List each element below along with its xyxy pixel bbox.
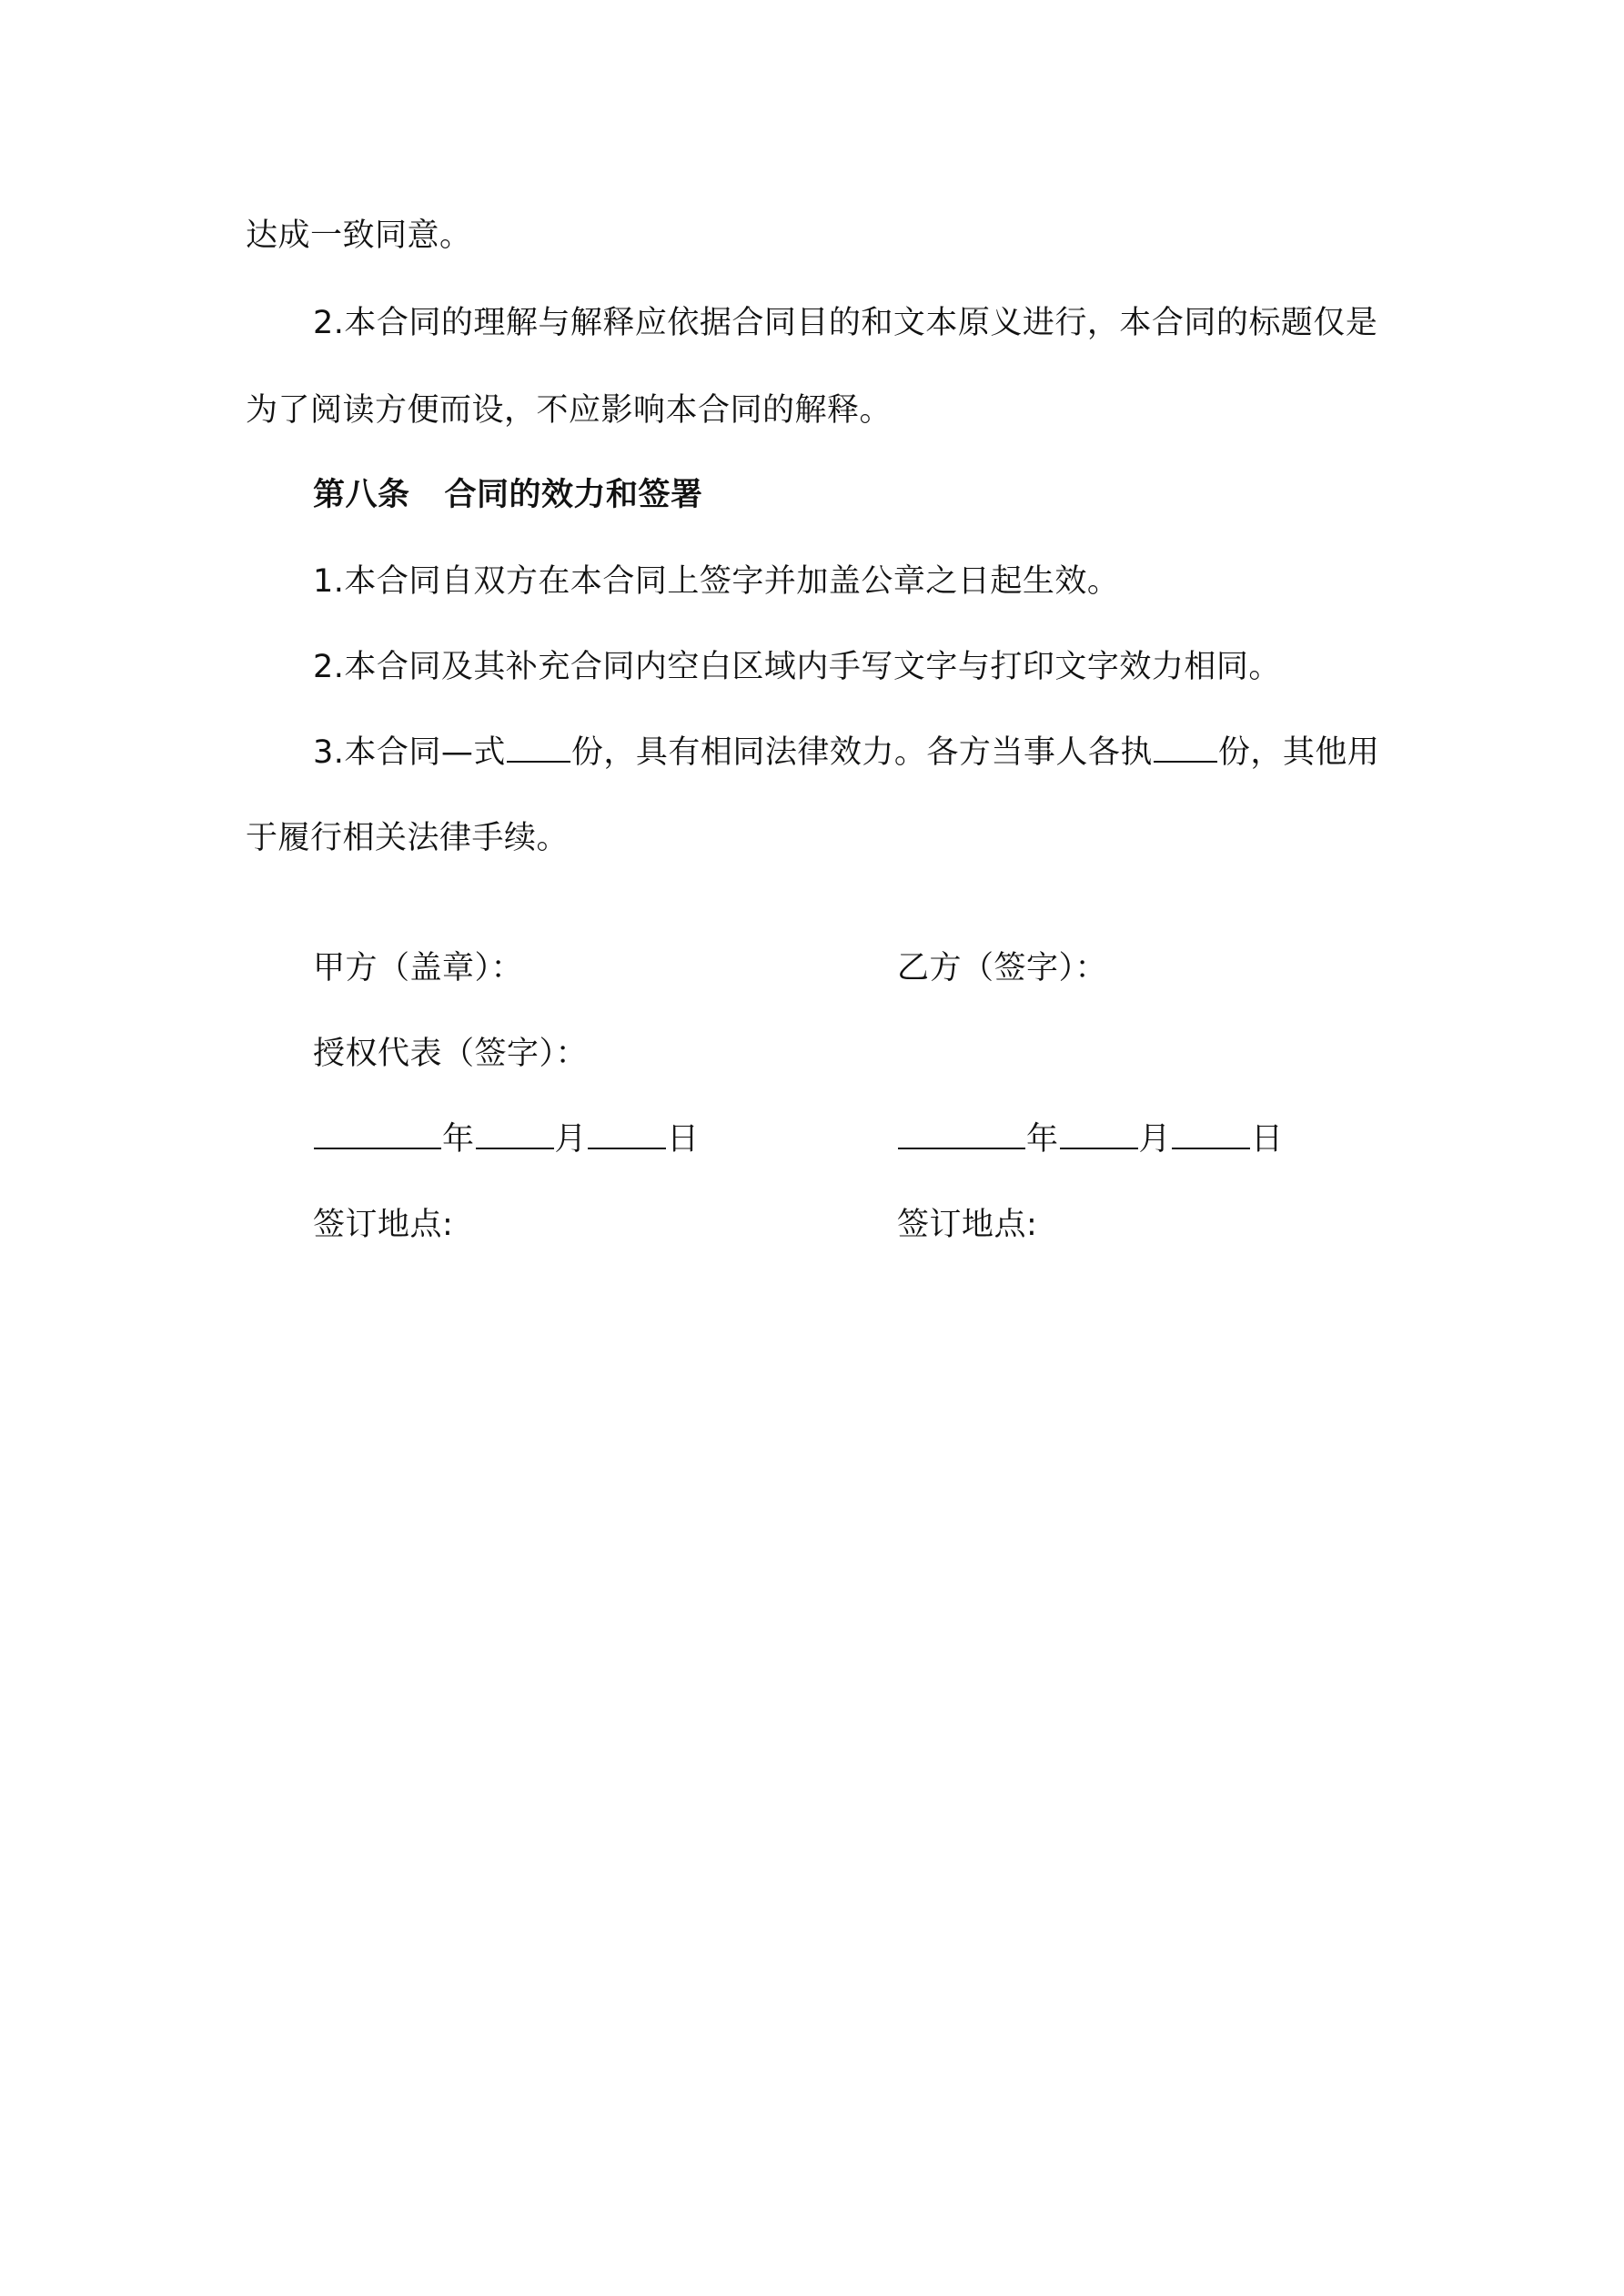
- effect-clause-1: 1.本合同自双方在本合同上签字并加盖公章之日起生效。: [313, 563, 1120, 600]
- party-b-label: 乙方（签字）：: [897, 950, 1108, 986]
- party-b-date: [897, 1119, 1284, 1159]
- clause-3-part-3: 份，其他用: [1217, 734, 1380, 771]
- party-a-date: [313, 1119, 700, 1159]
- paragraph-continuation: 达成一致同意。: [246, 217, 472, 254]
- article-8-title: 合同的效力和签署: [444, 477, 703, 513]
- party-a-place-label: 签订地点:: [313, 1207, 454, 1243]
- party-a-label: 甲方（盖章）：: [313, 950, 524, 986]
- party-b-month-label: 月: [1138, 1121, 1172, 1158]
- copies-each-blank: [1154, 733, 1217, 763]
- party-a-month-label: 月: [554, 1121, 588, 1158]
- interpretation-clause-line-1: 2.本合同的理解与解释应依据合同目的和文本原义进行，本合同的标题仅是: [313, 305, 1378, 341]
- effect-clause-2: 2.本合同及其补充合同内空白区域内手写文字与打印文字效力相同。: [313, 649, 1281, 685]
- party-b-year-blank: [898, 1120, 1025, 1149]
- clause-3-part-2: 份，具有相同法律效力。各方当事人各执: [570, 734, 1153, 771]
- party-b-month-blank: [1060, 1120, 1138, 1149]
- party-b-day-label: 日: [1251, 1121, 1284, 1158]
- party-a-month-blank: [476, 1120, 554, 1149]
- article-8-number: 第八条: [313, 477, 410, 513]
- effect-clause-3-line-2: 于履行相关法律手续。: [246, 820, 570, 856]
- party-a-day-label: 日: [667, 1121, 700, 1158]
- party-b-year-label: 年: [1026, 1121, 1059, 1158]
- party-a-day-blank: [588, 1120, 666, 1149]
- article-8-heading: [313, 475, 703, 515]
- copies-count-blank: [507, 733, 570, 763]
- party-b-day-blank: [1172, 1120, 1250, 1149]
- effect-clause-3-line-1: [313, 733, 1379, 773]
- interpretation-clause-line-2: 为了阅读方便而设，不应影响本合同的解释。: [246, 392, 893, 429]
- party-a-year-label: 年: [442, 1121, 475, 1158]
- clause-3-part-1: 3.本合同—式: [313, 734, 506, 771]
- party-a-rep-label: 授权代表（签字）：: [313, 1036, 589, 1072]
- party-a-year-blank: [314, 1120, 441, 1149]
- party-b-place-label: 签订地点:: [897, 1207, 1038, 1243]
